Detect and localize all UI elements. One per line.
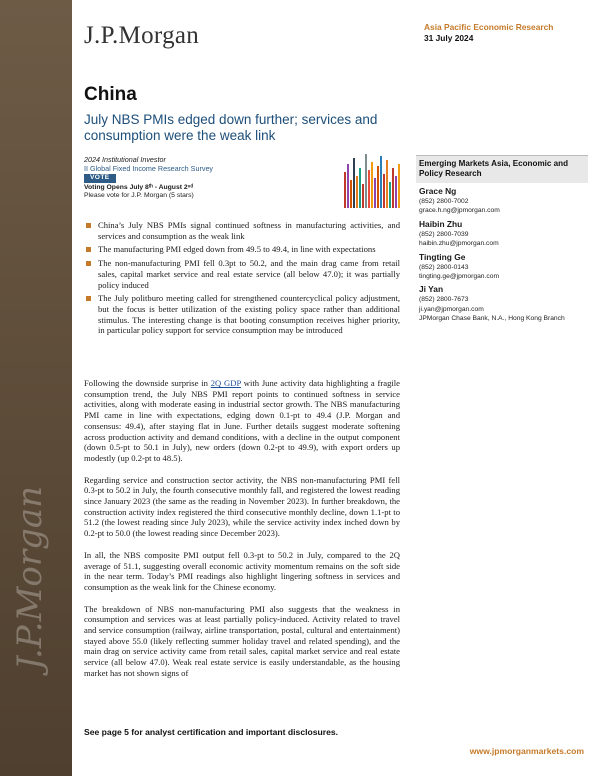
analyst-card [416,186,588,216]
analyst-email[interactable]: haibin.zhu@jpmorgan.com [419,240,499,248]
analyst-email[interactable]: ji.yan@jpmorgan.com [419,305,484,313]
key-points [84,220,400,339]
headline: July NBS PMIs edged down further; services and consumption were the weak link [84,112,378,143]
key-point: The manufacturing PMI edged down from 49.5 to 49.4, in line with expectations [84,244,400,255]
body-paragraph-3: In all, the NBS composite PMI output fell 0.3-pt to 50.2 in July, compared to the 2Q average of 51.1, suggesting overall economic activity momentum remains on the soft side in the near term. Today’s PMI readings also highlight lingering softness in services and consumption as the weak link for the Chinese economy. [84,549,400,592]
survey-line-4: Please vote for J.P. Morgan (5 stars) [84,192,194,200]
body-paragraph-1: Following the downside surprise in 2Q GDP with June activity data highlighting a fragile consumption trend, the July NBS PMI report points to continued softness in service activities, along with moderate easing in industrial sector growth. The NBS manufacturing PMI came in line with expectations, edging down 0.1-pt to 49.4 (J.P. Morgan and consensus: 49.4), after staying flat in June. Further details suggest moderate softening across production activity and demand conditions, with a decline in the output component (down 0.5-pt to 50.1 in July), new orders (down 0.2-pt to 49.9), with export orders up modestly (up 0.2-pt to 48.5). [84,378,400,463]
gdp-report-link[interactable]: 2Q GDP [210,378,241,388]
report-header [424,22,553,44]
survey-bars-graphic [343,150,401,208]
analyst-email[interactable]: grace.h.ng@jpmorgan.com [419,207,500,215]
analyst-name: Haibin Zhu [419,218,463,229]
analyst-contacts [416,155,588,324]
footer-link[interactable]: www.jpmorganmarkets.com [469,746,584,756]
brand-sidebar [0,0,72,776]
analyst-phone: (852) 2800-7039 [419,230,469,238]
body-paragraph-4: The breakdown of NBS non-manufacturing PMI also suggests that the weakness in consumption and services was at least partially policy-induced. Activity related to travel and service consumption (railway, airline transportation, postal, cultural and entertainment) stayed above 55.0 (likely reflecting summer holiday travel and related spending), and the main drag on service activity came from retail sales, capital market service and real estate service (all below 47.0). Weak real estate service is easily understandable, as the housing market has not shown signs of [84,603,400,678]
analyst-phone: (852) 2800-7673 [419,296,469,304]
research-team: Emerging Markets Asia, Economic and Policy Research [416,155,588,183]
analyst-phone: (852) 2800-7002 [419,198,469,205]
key-point: The July politburo meeting called for strengthened countercyclical policy adjustment, but the focus is better utilization of the existing policy space rather than additional stimulus. The interesting change is that booting consumption receives higher priority, in particular policy support for service consumption may be introduced [84,293,400,336]
article-body [84,378,400,690]
key-point: The non-manufacturing PMI fell 0.3pt to 50.2, and the main drag came from retail sales, capital market service and real estate service (all below 47.0); it was partially policy induced [84,258,400,290]
analyst-phone: (852) 2800-0143 [419,263,469,271]
analyst-card [416,284,588,323]
analyst-name: Grace Ng [419,186,457,196]
vote-button[interactable]: VOTE [84,174,116,183]
analyst-card [416,219,588,249]
body-paragraph-2: Regarding service and construction sector activity, the NBS non-manufacturing PMI fell 0.3-pt to 50.2 in July, the fourth consecutive monthly fall, and registered the lowest reading since January 2023 (the same as the reading in November 2023). In further breakdown, the construction activity index registered the third consecutive monthly decline, down 1.1-pt to 51.2 (the lowest reading since July 2023), while the service activity index inched down by 0.2-pt to 50.0 (the lowest reading since December 2023). [84,474,400,539]
analyst-name: Ji Yan [419,284,444,295]
analyst-name: Tingting Ge [419,251,466,262]
jpmorgan-logo: J.P.Morgan [84,22,200,49]
report-series: Asia Pacific Economic Research [424,22,554,32]
survey-line-2: II Global Fixed Income Research Survey [84,163,214,173]
survey-line-3: Voting Opens July 8ᵗʰ - August 2ⁿᵈ [84,183,194,191]
sidebar-watermark-logo: J.P.Morgan [10,485,50,670]
survey-line-1: 2024 Institutional Investor [84,155,166,164]
report-date: 31 July 2024 [424,33,474,43]
analyst-entity: JPMorgan Chase Bank, N.A., Hong Kong Branch [419,315,565,323]
disclosure-note: See page 5 for analyst certification and important disclosures. [84,727,339,737]
analyst-email[interactable]: tingting.ge@jpmorgan.com [419,273,500,281]
key-point: China’s July NBS PMIs signal continued softness in manufacturing activities, and services and consumption as the weak link [84,220,400,241]
survey-banner[interactable] [84,156,334,201]
page-title: China [84,84,137,105]
analyst-card [416,252,588,282]
